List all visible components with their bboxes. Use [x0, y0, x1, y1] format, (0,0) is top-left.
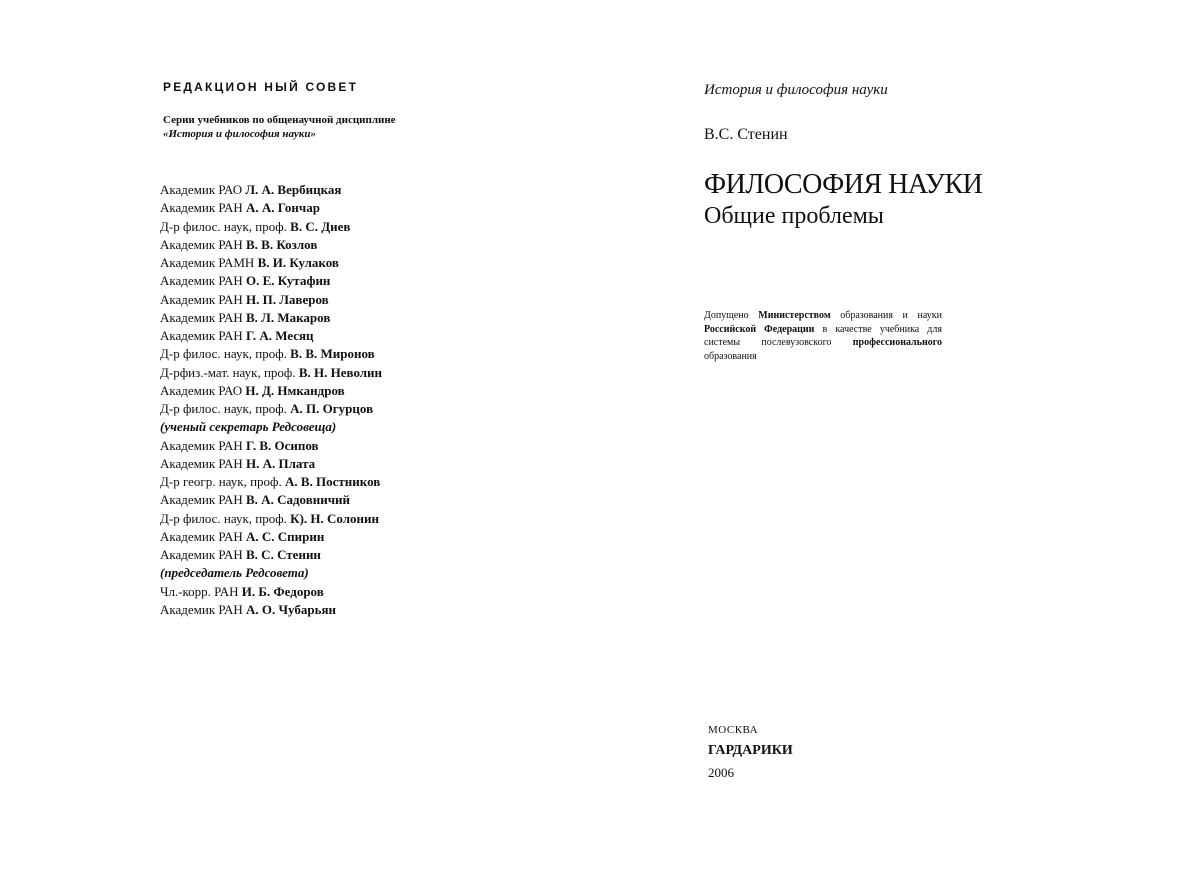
member-title: Д-р филос. наук, проф.: [160, 218, 291, 234]
board-member: [160, 583, 480, 601]
member-title: Академик РАН: [160, 437, 247, 453]
member-title: Академик РАН: [160, 291, 247, 307]
publication-year: 2006: [708, 765, 734, 780]
member-name: Л. А. Вербицкая: [245, 182, 342, 197]
board-member: [160, 473, 480, 491]
board-member: [160, 291, 480, 309]
member-title: Академик РАН: [160, 273, 247, 289]
approval-segment: образования: [704, 350, 757, 362]
member-name: Г. В. Осипов: [246, 437, 319, 453]
role-note-text: (ученый секретарь Редсовеща): [160, 419, 337, 435]
member-title: Академик РАН: [160, 528, 247, 544]
approval-statement: [704, 309, 942, 363]
imprint: [708, 724, 793, 781]
board-member: [160, 364, 480, 382]
editorial-board-heading: РЕДАКЦИОН НЫЙ СОВЕТ: [163, 80, 359, 94]
board-member: [160, 272, 480, 290]
member-title: Чл.-корр. РАН: [160, 583, 242, 599]
member-title: Д-р филос. наук, проф.: [160, 401, 291, 416]
member-name: А. В. Постников: [284, 474, 381, 489]
board-member: [160, 199, 480, 217]
board-member: [160, 400, 480, 418]
member-title: Академик РАМН: [160, 255, 258, 270]
board-member: [160, 455, 480, 473]
board-member: [160, 218, 480, 236]
member-title: Академик РАН: [160, 492, 247, 508]
series-description: Серии учебников по общенаучной дисциплине: [163, 114, 396, 126]
member-name: Н. А. Плата: [246, 455, 316, 471]
book-title: ФИЛОСОФИЯ НАУКИ: [704, 169, 983, 200]
board-member: [160, 382, 480, 400]
member-name: В. В. Козлов: [246, 236, 318, 252]
member-name: И. Б. Федоров: [241, 583, 324, 599]
series-title: История и философия науки: [704, 82, 888, 98]
publisher-name: ГАРДАРИКИ: [708, 743, 793, 758]
author-name: В.С. Стенин: [704, 126, 788, 143]
member-title: Академик РАО: [160, 182, 246, 197]
board-member: [160, 528, 480, 546]
member-name: А. П. Огурцов: [290, 401, 374, 416]
member-title: Академик РАН: [160, 547, 247, 562]
member-name: В. В. Миронов: [290, 346, 375, 362]
editorial-board-members-list: [160, 181, 480, 619]
board-member: [160, 491, 480, 509]
member-title: Д-рфиз.-мат. наук, проф.: [160, 364, 299, 380]
member-name: В. И. Кулаков: [257, 255, 339, 270]
member-name: В. Н. Неволин: [298, 364, 383, 380]
member-role-note: [160, 564, 480, 582]
board-member: [160, 236, 480, 254]
board-member: [160, 601, 480, 619]
member-name: В. А. Садовничий: [246, 492, 351, 508]
left-page: [160, 80, 480, 619]
board-member: [160, 437, 480, 455]
member-name: Н. П. Лаверов: [246, 291, 329, 307]
approval-segment: Министерством: [758, 310, 831, 321]
board-member: [160, 510, 480, 528]
publication-city: МОСКВА: [708, 724, 759, 736]
member-name: А. С. Спирин: [246, 528, 325, 544]
member-name: А. О. Чубарьян: [246, 601, 337, 617]
member-name: В. С. Стенин: [246, 547, 321, 562]
series-discipline-name: «История и философия науки»: [163, 128, 316, 140]
approval-segment: Допущено: [704, 310, 759, 321]
book-subtitle: Общие проблемы: [704, 203, 884, 229]
member-title: Д-р геогр. наук, проф.: [160, 474, 285, 489]
board-member: [160, 254, 480, 272]
member-title: Академик РАО: [160, 382, 246, 398]
member-title: Академик РАН: [160, 601, 247, 617]
role-note-text: (председатель Редсовета): [160, 565, 309, 581]
member-role-note: [160, 418, 480, 436]
right-page: [704, 80, 983, 363]
approval-segment: профессионального: [852, 337, 942, 348]
approval-segment: в качестве учебника для системы послевузовского: [704, 323, 942, 348]
board-member: [160, 345, 480, 363]
member-name: А. А. Гончар: [246, 200, 320, 216]
board-member: [160, 309, 480, 327]
member-title: Д-р филос. наук, проф.: [160, 346, 291, 362]
board-member: [160, 181, 480, 199]
member-title: Академик РАН: [160, 455, 247, 471]
member-title: Академик РАН: [160, 309, 247, 325]
member-title: Академик РАН: [160, 328, 247, 343]
member-title: Д-р филос. наук, проф.: [160, 510, 291, 526]
approval-segment: Российской Федерации: [704, 323, 815, 335]
member-name: К). Н. Солонин: [290, 510, 380, 526]
board-member: [160, 327, 480, 345]
member-name: Г. А. Месяц: [246, 328, 314, 343]
member-name: О. Е. Кутафин: [246, 273, 331, 289]
member-name: В. С. Диев: [290, 218, 351, 234]
board-member: [160, 546, 480, 564]
member-name: Н. Д. Нмкандров: [245, 382, 345, 398]
member-title: Академик РАН: [160, 236, 247, 252]
member-title: Академик РАН: [160, 200, 247, 216]
member-name: В. Л. Макаров: [246, 309, 331, 325]
approval-segment: образования и науки: [830, 310, 942, 321]
